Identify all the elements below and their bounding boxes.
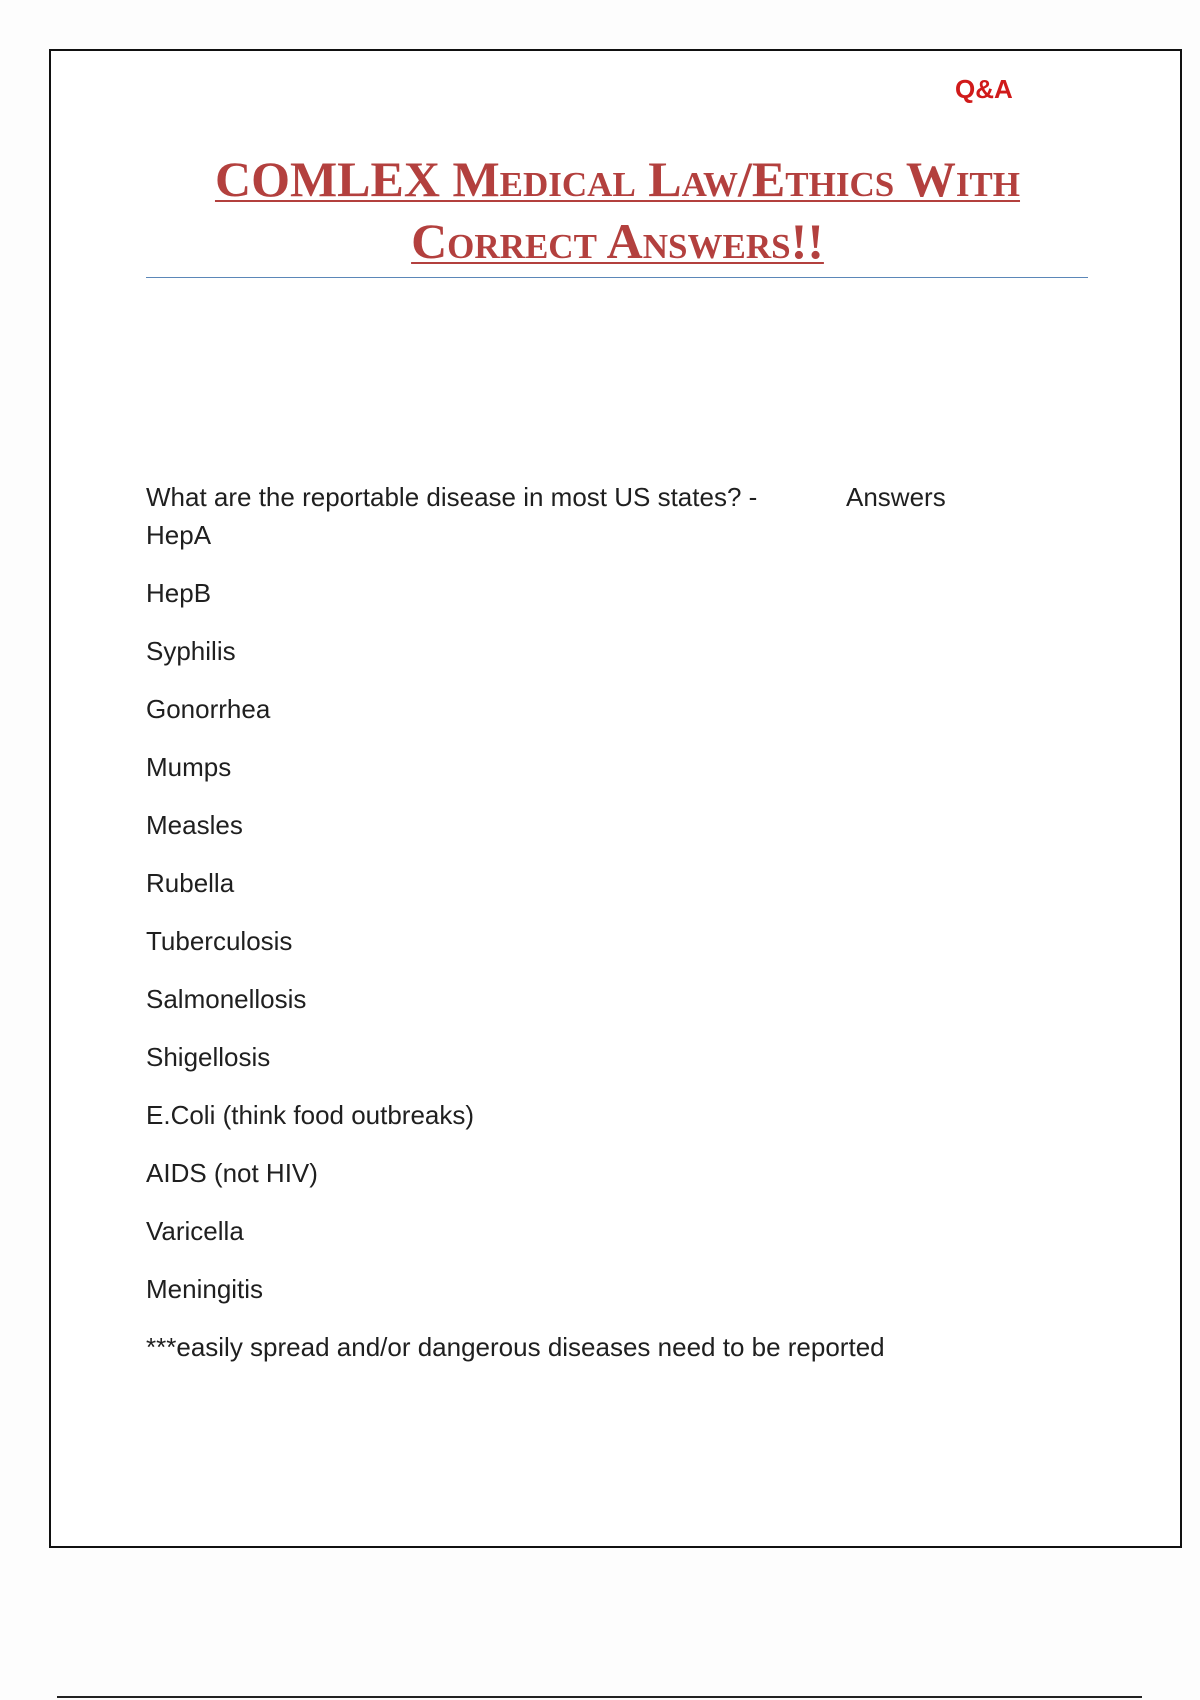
answer-item: Varicella [146,1216,244,1246]
title-line-1 [100,148,1135,210]
question-row [146,478,1046,516]
answer-item: Syphilis [146,636,236,666]
answer-item: E.Coli (think food outbreaks) [146,1100,475,1130]
answer-item: Rubella [146,868,235,898]
document-title [100,148,1135,272]
answer-item: Tuberculosis [146,926,293,956]
answer-item: HepB [146,578,212,608]
qa-content [146,478,1046,1366]
answer-item: Mumps [146,752,232,782]
answer-item: Measles [146,810,243,840]
question-text: What are the reportable disease in most US states? - [146,482,758,512]
bottom-divider [57,1696,1142,1698]
title-line-2-text: Correct Answers!! [411,213,824,269]
answer-note: ***easily spread and/or dangerous diseases need to be reported [146,1332,885,1362]
qa-label: Q&A [955,74,1013,104]
answer-item: Shigellosis [146,1042,271,1072]
title-line-1-text: COMLEX Medical Law/Ethics With [214,151,1021,207]
answer-item: Gonorrhea [146,694,271,724]
answers-label: Answers [846,482,946,512]
title-line-2 [100,210,1135,272]
answer-item: Meningitis [146,1274,264,1304]
answer-item: HepA [146,520,212,550]
answer-item: Salmonellosis [146,984,307,1014]
title-divider [146,277,1088,278]
answer-item: AIDS (not HIV) [146,1158,318,1188]
